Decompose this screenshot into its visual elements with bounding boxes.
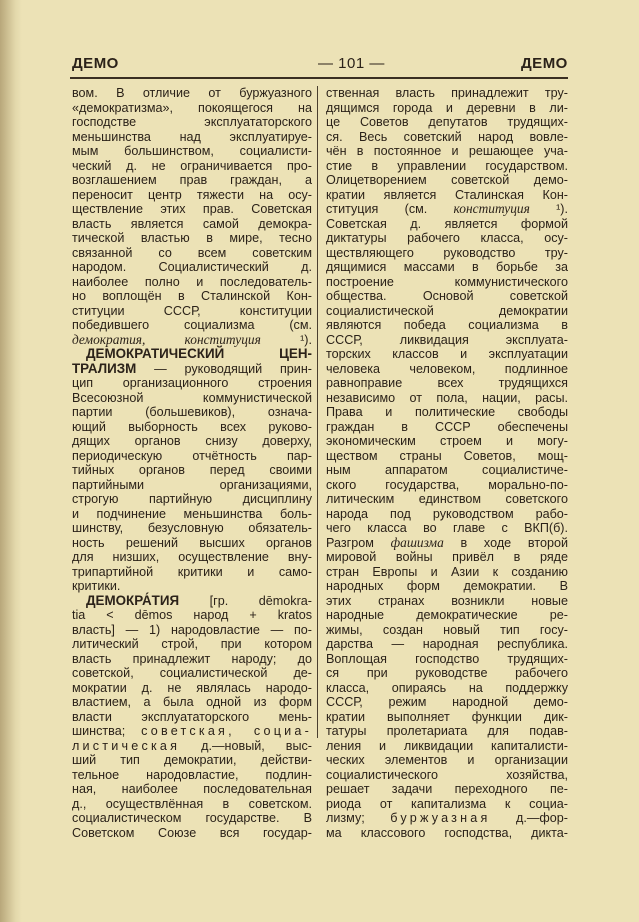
text-line: меньшинства над эксплуатируе- [72, 129, 312, 144]
text-line: литическим единством советского [326, 492, 568, 506]
text-line: ность решений высших органов [72, 535, 312, 550]
text-line: Права и политические свободы [326, 405, 568, 419]
text-line: ся. Весь советский народ вовле- [326, 129, 568, 144]
text-line: Олицетворением советской демо- [326, 173, 568, 187]
text-line: тийных органов перед своими [72, 463, 312, 477]
text-line: экономическим строем и могу- [326, 434, 568, 448]
text-line: риода от капитализма к социа- [326, 796, 568, 811]
text-line: социалистическом государстве. В [72, 811, 312, 825]
text-line: человека человеком, подлинное [326, 361, 568, 376]
text-line: ная, наиболее последовательная [72, 782, 312, 796]
text-line: Советском Союзе вся государ- [72, 825, 312, 840]
text-line: построение коммунистического [326, 274, 568, 289]
text-line: являются победа социализма в [326, 318, 568, 332]
text-line: класса, опираясь на поддержку [326, 680, 568, 695]
text-line: независимо от пола, нации, расы. [326, 390, 568, 405]
text-line: стие в управлении государством. [326, 158, 568, 173]
text-line: тической властью в мире, тесно [72, 231, 312, 245]
text-line: ющий выборность всех руково- [72, 419, 312, 434]
text-line: народом. Социалистический д. [72, 260, 312, 274]
cross-reference: фашизма [390, 534, 444, 550]
text-line: власть принадлежит народу; до [72, 651, 312, 666]
text-line: переносит центр тяжести на осу- [72, 187, 312, 202]
text-line: Советская д. является формой [326, 216, 568, 231]
text-line: власти эксплуататорского мень- [72, 709, 312, 724]
text-line: народные демократические ре- [326, 608, 568, 622]
text-line: ческих элементов и организации [326, 753, 568, 767]
text-line: критики. [72, 579, 121, 593]
text-line: чён в постоянное и решающее уча- [326, 144, 568, 158]
text-line: ма классового господства, дикта- [326, 825, 568, 840]
text-segment: ¹). [260, 332, 313, 347]
text-line: строгую партийную дисциплину [72, 492, 312, 506]
text-segment: ституция (см. [326, 202, 454, 216]
text-line: советской, социалистической де- [72, 666, 312, 680]
text-line: СССР, режим народной демо- [326, 695, 568, 709]
text-line: решает задачи переходного пе- [326, 782, 568, 796]
text-line: торских классов и эксплуатации [326, 347, 568, 361]
text-line: кратии является Сталинская Кон- [326, 187, 568, 202]
text-line: «демократизма», покоящегося на [72, 100, 312, 115]
text-line: партии (большевиков), означа- [72, 405, 312, 419]
spaced-emphasis: буржуазная [390, 811, 491, 825]
text-line [72, 362, 312, 377]
text-line: ным аппаратом социалистиче- [326, 463, 568, 477]
text-line: партийными организациями, [72, 477, 312, 492]
text-line: народных форм демократии. В [326, 579, 568, 593]
headword: ДЕМОКРАТИЧЕСКИЙ ЦЕН- [86, 346, 312, 361]
text-line [72, 594, 312, 609]
text-line: периодическую отчётность пар- [72, 448, 312, 463]
text-line [326, 202, 568, 217]
text-line: мым большинством, социалисти- [72, 144, 312, 158]
text-line: дящих органов снизу доверху, [72, 434, 312, 448]
text-line: ственная власть принадлежит тру- [326, 86, 568, 100]
text-line [72, 333, 312, 348]
text-line: и подчинение меньшинства боль- [72, 506, 312, 521]
text-line: социалистического хозяйства, [326, 767, 568, 782]
text-line: дарства — народная республика. [326, 637, 568, 651]
text-line: возглашением прав граждан, а [72, 173, 312, 187]
cross-reference: демократия, конституция [72, 331, 261, 347]
text-segment: — руководящий прин- [136, 361, 312, 376]
text-line [326, 811, 568, 826]
text-line: равноправие всех трудящихся [326, 376, 568, 390]
headword: ТРАЛИЗМ [72, 360, 137, 376]
text-line: дящимся города и деревни в ли- [326, 100, 568, 115]
text-line: мировой войны привёл в ряде [326, 550, 568, 564]
text-line: социалистической демократии [326, 303, 568, 318]
text-line: но воплощён в Сталинской Кон- [72, 289, 312, 303]
text-line: дящимися массами в борьбе за [326, 260, 568, 274]
text-segment: в ходе второй [443, 535, 568, 550]
text-line: наиболее полно и последователь- [72, 274, 312, 289]
text-line: це Советов депутатов трудящих- [326, 115, 568, 129]
text-line: ституции СССР, конституции [72, 303, 312, 318]
text-line: народа под руководством рабо- [326, 506, 568, 521]
text-segment: [гр. dēmokra- [179, 593, 312, 608]
text-line: жимы, создан новый тип госу- [326, 622, 568, 637]
text-line: кратии выполняет функции дик- [326, 709, 568, 724]
running-head-left: ДЕМО [72, 55, 119, 72]
text-line: д., осуществлённая в советском. [72, 796, 312, 811]
spaced-emphasis: листическая [72, 738, 181, 753]
text-line: ший тип демократии, действи- [72, 753, 312, 767]
text-line: власть] — 1) народовластие — по- [72, 622, 312, 637]
text-line: ся при руководстве рабочего [326, 666, 568, 680]
text-line: граждан в СССР обеспечены [326, 419, 568, 434]
text-line: шинству, безусловную обязатель- [72, 521, 312, 535]
text-line [72, 724, 312, 739]
running-head-right: ДЕМО [521, 55, 568, 72]
text-line [72, 347, 312, 362]
text-segment: лизму; [326, 811, 391, 825]
text-line: Всесоюзной коммунистической [72, 390, 312, 405]
text-line: ления и ликвидации капиталисти- [326, 738, 568, 753]
text-line: господстве эксплуататорского [72, 115, 312, 129]
text-segment: шинства; [72, 724, 142, 738]
text-line: СССР, ликвидация эксплуата- [326, 332, 568, 347]
text-line: власть является самой демокра- [72, 216, 312, 231]
text-line: цип организационного строения [72, 376, 312, 390]
text-line: tia < dēmos народ + kratos [72, 608, 312, 622]
text-line: этих странах возникли новые [326, 593, 568, 608]
text-line: тельное народовластие, подлин- [72, 767, 312, 782]
page-edge-shadow [0, 0, 22, 922]
text-line: ществление этих прав. Советская [72, 202, 312, 216]
text-line: татуры пролетариата для подав- [326, 724, 568, 738]
spaced-emphasis: советская, социа- [141, 724, 312, 738]
text-line: для низших, осуществление вну- [72, 550, 312, 564]
right-column [326, 86, 568, 840]
text-line: мократии д. не являлась народо- [72, 680, 312, 695]
text-line: ществляющего руководство тру- [326, 245, 568, 260]
column-divider [317, 86, 318, 738]
text-segment: ¹). [529, 202, 568, 216]
text-line: связанной со всем советским [72, 245, 312, 260]
text-line: ческий д. не ограничивается про- [72, 158, 312, 173]
left-column [72, 86, 312, 840]
text-line: властием, а была одной из форм [72, 695, 312, 709]
text-line: ского государства, морально-по- [326, 477, 568, 492]
text-segment: д.—новый, выс- [180, 738, 312, 753]
text-segment: д.—фор- [490, 811, 568, 825]
text-line: чего класса во главе с ВКП(б). [326, 521, 568, 535]
text-segment: Разгром [326, 535, 391, 550]
headword: ДЕМОКРА́ТИЯ [86, 592, 180, 608]
page-number: — 101 — [318, 55, 385, 72]
cross-reference: конституция [453, 201, 530, 216]
text-line: Воплощая господство трудящих- [326, 651, 568, 666]
text-line: диктатуры рабочего класса, осу- [326, 231, 568, 245]
header-rule [70, 77, 568, 79]
text-line [72, 739, 312, 754]
text-line: стран Европы и Азии к созданию [326, 564, 568, 579]
text-line: ществом страны Советов, мощ- [326, 448, 568, 463]
text-line: победившего социализма (см. [72, 318, 312, 332]
text-line: вом. В отличие от буржуазного [72, 86, 312, 100]
text-line: общества. Основой советской [326, 289, 568, 303]
text-line [326, 536, 568, 551]
text-line: литический строй, при котором [72, 637, 312, 651]
text-line: трипартийной критики и само- [72, 564, 312, 579]
